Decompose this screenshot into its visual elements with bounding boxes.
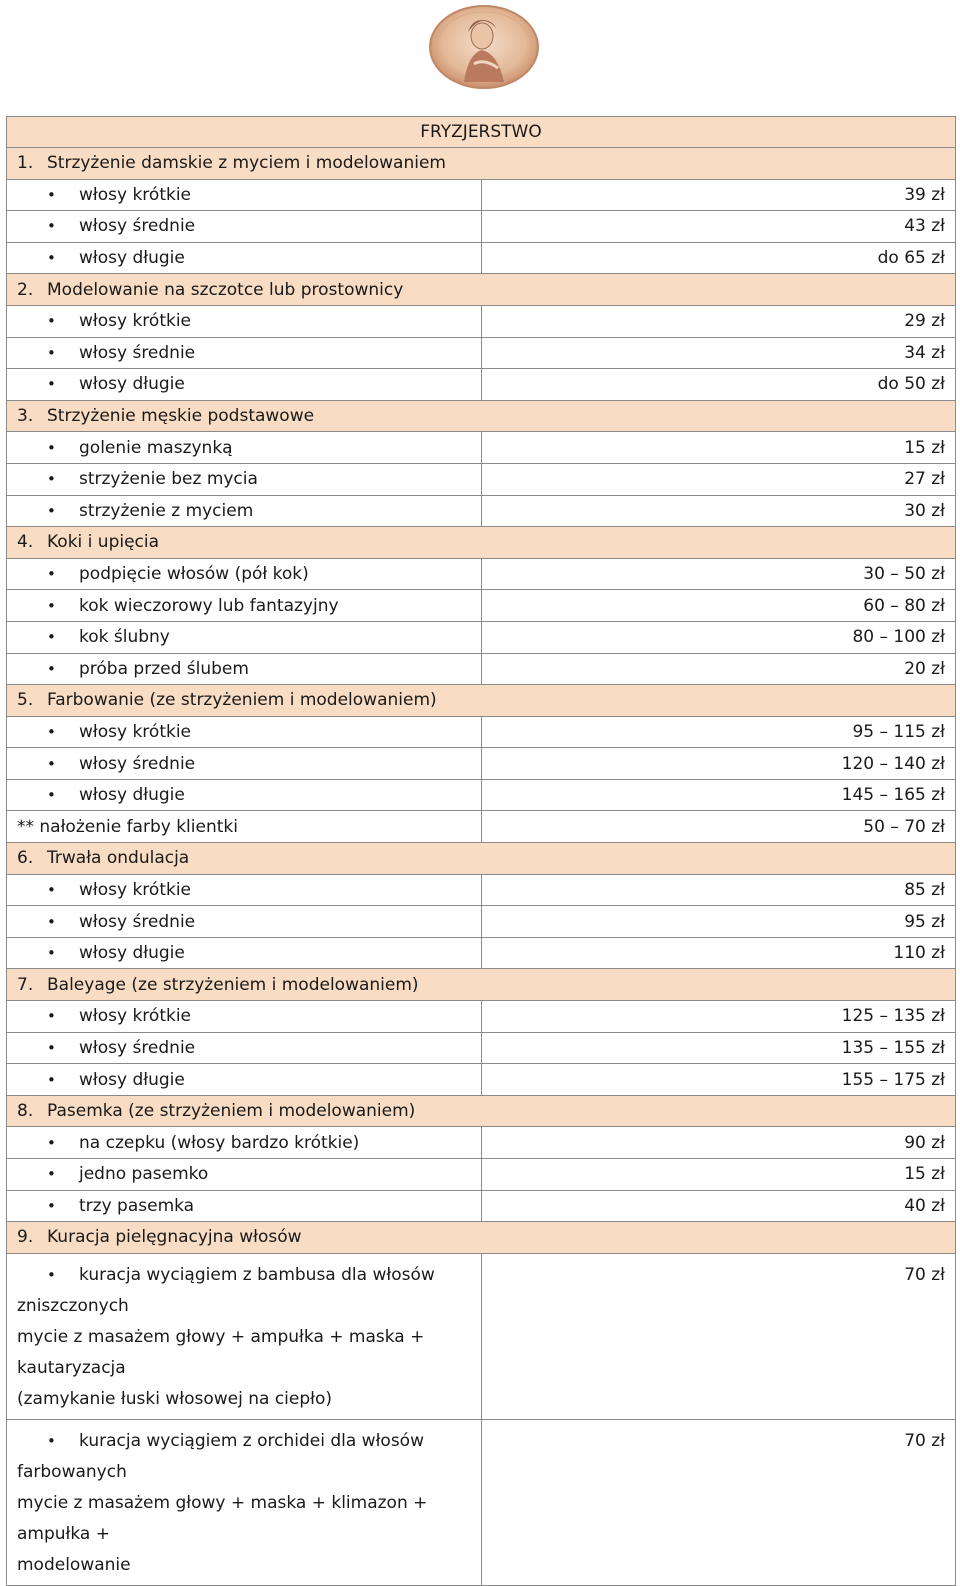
service-name [7, 937, 482, 969]
service-label: kok ślubny [79, 627, 170, 648]
section-label: Strzyżenie męskie podstawowe [47, 406, 315, 427]
section-header-row [7, 400, 956, 432]
service-name [7, 463, 482, 495]
treatment-detail: mycie z masażem głowy + maska + klimazon + ampułka + [17, 1492, 428, 1544]
bullet-icon: • [47, 470, 56, 489]
section-header-row [7, 1095, 956, 1127]
bullet-icon: • [47, 722, 56, 741]
bullet-icon: • [47, 312, 56, 331]
service-name [7, 369, 482, 401]
service-name [7, 305, 482, 337]
section-header [7, 274, 956, 306]
service-price: 60 – 80 zł [481, 590, 956, 622]
bullet-icon: • [47, 659, 56, 678]
service-label: włosy długie [79, 943, 185, 964]
treatment-label: kuracja wyciągiem z orchidei dla włosów farbowanych [17, 1430, 424, 1482]
bullet-icon: • [47, 1196, 56, 1215]
service-label: jedno pasemko [79, 1164, 209, 1185]
section-number: 9. [17, 1227, 34, 1248]
service-price: 34 zł [481, 337, 956, 369]
bullet-icon: • [47, 628, 56, 647]
bullet-icon: • [47, 375, 56, 394]
section-header [7, 685, 956, 717]
service-name [7, 179, 482, 211]
note-price: 50 – 70 zł [481, 811, 956, 843]
section-number: 3. [17, 406, 34, 427]
service-price: 145 – 165 zł [481, 779, 956, 811]
service-price: 125 – 135 zł [481, 1001, 956, 1033]
section-label: Koki i upięcia [47, 532, 160, 553]
treatment-price: 70 zł [481, 1253, 956, 1419]
service-row [7, 748, 956, 780]
service-name [7, 495, 482, 527]
service-name [7, 621, 482, 653]
section-label: Farbowanie (ze strzyżeniem i modelowaniem) [47, 690, 437, 711]
service-price: 40 zł [481, 1190, 956, 1222]
bullet-icon: • [47, 944, 56, 963]
service-label: włosy długie [79, 248, 185, 269]
service-price: 95 – 115 zł [481, 716, 956, 748]
service-label: na czepku (włosy bardzo krótkie) [79, 1132, 360, 1153]
service-label: włosy średnie [79, 216, 196, 237]
service-price: 27 zł [481, 463, 956, 495]
service-row [7, 369, 956, 401]
service-row [7, 937, 956, 969]
bullet-icon: • [47, 565, 56, 584]
service-price: 95 zł [481, 906, 956, 938]
service-label: włosy długie [79, 785, 185, 806]
service-price: 155 – 175 zł [481, 1064, 956, 1096]
service-name [7, 748, 482, 780]
section-number: 5. [17, 690, 34, 711]
service-name [7, 590, 482, 622]
service-price: 15 zł [481, 432, 956, 464]
section-number: 4. [17, 532, 34, 553]
section-header [7, 148, 956, 180]
service-row [7, 179, 956, 211]
service-label: włosy długie [79, 374, 185, 395]
bullet-icon: • [47, 185, 56, 204]
service-label: włosy krótkie [79, 311, 192, 332]
service-name [7, 874, 482, 906]
service-name [7, 432, 482, 464]
treatment-row [7, 1253, 956, 1419]
service-label: kok wieczorowy lub fantazyjny [79, 595, 339, 616]
section-header-row [7, 148, 956, 180]
service-row [7, 242, 956, 274]
bullet-icon: • [47, 880, 56, 899]
service-name [7, 211, 482, 243]
bullet-icon: • [47, 1165, 56, 1184]
service-row [7, 211, 956, 243]
service-name [7, 337, 482, 369]
bullet-icon: • [47, 1431, 56, 1450]
service-row [7, 1127, 956, 1159]
service-row [7, 432, 956, 464]
service-price: do 50 zł [481, 369, 956, 401]
service-label: próba przed ślubem [79, 658, 249, 679]
treatment-title [17, 1260, 471, 1322]
service-price: 29 zł [481, 305, 956, 337]
bullet-icon: • [47, 1038, 56, 1057]
service-price: 85 zł [481, 874, 956, 906]
section-label: Modelowanie na szczotce lub prostownicy [47, 279, 404, 300]
section-header-row [7, 843, 956, 875]
service-price: 135 – 155 zł [481, 1032, 956, 1064]
service-row [7, 653, 956, 685]
treatment-detail: modelowanie [17, 1554, 131, 1575]
section-number: 6. [17, 848, 34, 869]
service-label: włosy średnie [79, 911, 196, 932]
service-row [7, 305, 956, 337]
bullet-icon: • [47, 217, 56, 236]
section-header-row [7, 1222, 956, 1254]
service-price: 30 zł [481, 495, 956, 527]
treatment-label: kuracja wyciągiem z bambusa dla włosów zniszczonych [17, 1264, 435, 1316]
section-header [7, 1222, 956, 1254]
service-name [7, 1190, 482, 1222]
bullet-icon: • [47, 1070, 56, 1089]
service-label: podpięcie włosów (pół kok) [79, 564, 309, 585]
service-row [7, 716, 956, 748]
section-number: 2. [17, 279, 34, 300]
service-row [7, 1159, 956, 1191]
service-label: trzy pasemka [79, 1195, 195, 1216]
treatment-row [7, 1419, 956, 1585]
bullet-icon: • [47, 754, 56, 773]
section-header [7, 527, 956, 559]
section-number: 1. [17, 153, 34, 174]
bullet-icon: • [47, 343, 56, 362]
section-label: Baleyage (ze strzyżeniem i modelowaniem) [47, 974, 419, 995]
service-name [7, 906, 482, 938]
bullet-icon: • [47, 438, 56, 457]
price-table [6, 116, 956, 1586]
service-price: 110 zł [481, 937, 956, 969]
section-header [7, 400, 956, 432]
section-header [7, 1095, 956, 1127]
service-label: włosy krótkie [79, 721, 192, 742]
section-label: Kuracja pielęgnacyjna włosów [47, 1227, 302, 1248]
service-label: golenie maszynką [79, 437, 233, 458]
service-label: włosy średnie [79, 342, 196, 363]
bullet-icon: • [47, 249, 56, 268]
service-row [7, 779, 956, 811]
service-name [7, 716, 482, 748]
section-header-row [7, 685, 956, 717]
service-label: włosy długie [79, 1069, 185, 1090]
treatment-description [7, 1419, 482, 1585]
section-header-row [7, 969, 956, 1001]
service-price: 30 – 50 zł [481, 558, 956, 590]
service-label: strzyżenie bez mycia [79, 469, 258, 490]
service-label: włosy krótkie [79, 1006, 192, 1027]
bullet-icon: • [47, 501, 56, 520]
service-price: 43 zł [481, 211, 956, 243]
service-row [7, 1190, 956, 1222]
service-price: 90 zł [481, 1127, 956, 1159]
service-name [7, 1032, 482, 1064]
service-row [7, 1064, 956, 1096]
section-label: Pasemka (ze strzyżeniem i modelowaniem) [47, 1101, 416, 1122]
bullet-icon: • [47, 1133, 56, 1152]
service-row [7, 590, 956, 622]
service-row [7, 906, 956, 938]
section-header [7, 969, 956, 1001]
service-name [7, 1064, 482, 1096]
service-label: włosy średnie [79, 753, 196, 774]
service-row [7, 463, 956, 495]
bullet-icon: • [47, 596, 56, 615]
service-row [7, 1032, 956, 1064]
service-price: do 65 zł [481, 242, 956, 274]
section-header [7, 843, 956, 875]
service-row [7, 558, 956, 590]
service-price: 15 zł [481, 1159, 956, 1191]
bullet-icon: • [47, 1007, 56, 1026]
page-title: FRYZJERSTWO [7, 117, 956, 148]
service-label: włosy średnie [79, 1037, 196, 1058]
service-price: 39 zł [481, 179, 956, 211]
service-price: 80 – 100 zł [481, 621, 956, 653]
service-name [7, 558, 482, 590]
service-name [7, 1159, 482, 1191]
bullet-icon: • [47, 1265, 56, 1284]
service-row [7, 1001, 956, 1033]
service-price: 20 zł [481, 653, 956, 685]
service-label: włosy krótkie [79, 184, 192, 205]
service-name [7, 1001, 482, 1033]
service-row [7, 337, 956, 369]
service-name [7, 653, 482, 685]
section-header-row [7, 527, 956, 559]
section-header-row [7, 274, 956, 306]
salon-logo [428, 4, 540, 90]
service-name [7, 1127, 482, 1159]
treatment-description [7, 1253, 482, 1419]
treatment-title [17, 1426, 471, 1488]
service-name [7, 779, 482, 811]
section-label: Trwała ondulacja [47, 848, 190, 869]
bullet-icon: • [47, 912, 56, 931]
service-row [7, 495, 956, 527]
section-number: 8. [17, 1101, 34, 1122]
note-label: ** nałożenie farby klientki [7, 811, 482, 843]
section-number: 7. [17, 974, 34, 995]
treatment-detail: (zamykanie łuski włosowej na ciepło) [17, 1388, 333, 1409]
service-name [7, 242, 482, 274]
treatment-price: 70 zł [481, 1419, 956, 1585]
bullet-icon: • [47, 786, 56, 805]
section-label: Strzyżenie damskie z myciem i modelowaniem [47, 153, 446, 174]
service-label: strzyżenie z myciem [79, 500, 254, 521]
service-label: włosy krótkie [79, 879, 192, 900]
service-price: 120 – 140 zł [481, 748, 956, 780]
treatment-detail: mycie z masażem głowy + ampułka + maska + kautaryzacja [17, 1326, 425, 1378]
service-row [7, 874, 956, 906]
title-row [7, 117, 956, 148]
note-row [7, 811, 956, 843]
service-row [7, 621, 956, 653]
